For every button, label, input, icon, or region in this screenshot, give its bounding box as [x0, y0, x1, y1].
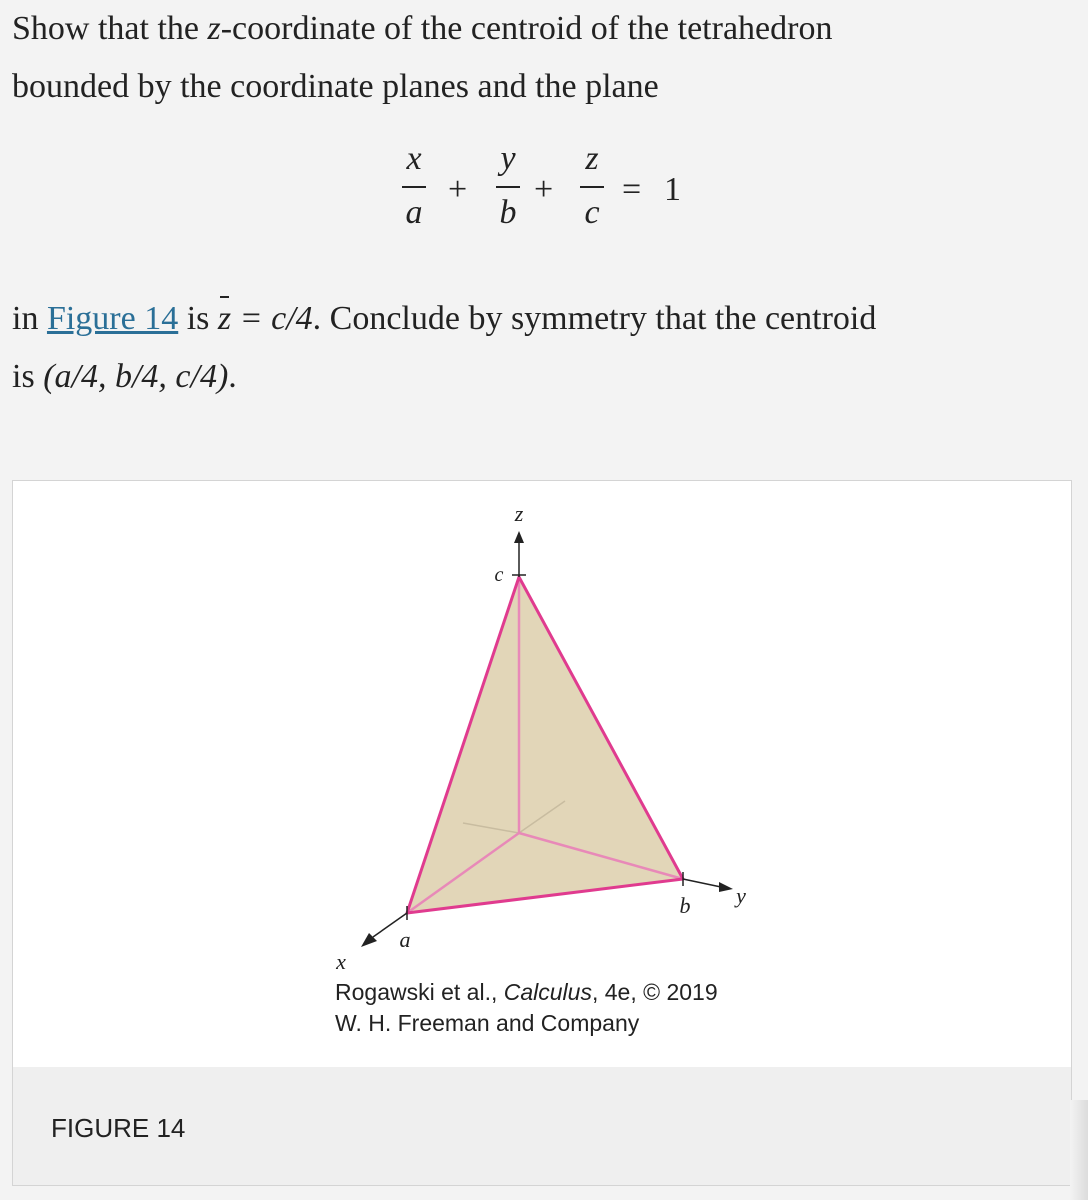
- denominator: a: [405, 194, 423, 231]
- plus-sign: +: [448, 171, 468, 208]
- problem-line-4: [12, 358, 237, 396]
- numerator: x: [406, 140, 422, 177]
- b-intercept-label: b: [679, 893, 691, 918]
- fraction-bar: [402, 186, 426, 188]
- figure-caption-bar: [13, 1067, 1071, 1185]
- a-intercept-label: a: [399, 927, 411, 952]
- variable-z: z: [207, 10, 221, 47]
- denominator: c: [584, 194, 600, 231]
- z-axis-label: z: [514, 501, 524, 526]
- plus-sign: +: [534, 171, 554, 208]
- right-hand-side: 1: [664, 171, 681, 208]
- y-axis-arrowhead: [719, 882, 733, 892]
- problem-line-2: bounded by the coordinate planes and the plane: [12, 68, 659, 105]
- credit-edition: , 4e, © 2019: [591, 979, 718, 1005]
- fraction-y-over-b: [492, 140, 524, 232]
- figure-14: [12, 480, 1072, 1186]
- credit-line-1: [335, 977, 718, 1008]
- fraction-bar: [580, 186, 604, 188]
- scroll-edge: [1070, 1100, 1088, 1200]
- y-axis-label: y: [736, 883, 746, 908]
- text-segment: in: [12, 300, 47, 337]
- figure-14-link[interactable]: Figure 14: [46, 300, 179, 337]
- fraction-x-over-a: [398, 140, 430, 232]
- x-axis-label: x: [336, 949, 346, 974]
- credit-title: Calculus: [503, 979, 592, 1005]
- text-segment: is: [178, 300, 218, 337]
- text-segment: is: [12, 358, 44, 395]
- z-bar-variable: z: [217, 300, 232, 337]
- figure-label: FIGURE 14: [51, 1113, 186, 1143]
- c-intercept-label: c: [494, 564, 504, 586]
- text-segment: .: [228, 358, 237, 395]
- numerator: z: [585, 140, 599, 177]
- plane-equation: [390, 140, 710, 240]
- denominator: b: [499, 194, 517, 231]
- problem-line-1: [12, 0, 832, 58]
- text-segment: Show that the: [12, 10, 208, 47]
- credit-authors: Rogawski et al.,: [335, 979, 504, 1005]
- numerator: y: [500, 140, 516, 177]
- text-segment: -coordinate of the centroid of the tetrahedron: [220, 10, 833, 47]
- z-axis-arrowhead: [514, 531, 524, 543]
- centroid-coordinates: (a/4, b/4, c/4): [43, 358, 229, 395]
- equals-sign: =: [622, 171, 642, 208]
- problem-line-3: [12, 300, 876, 338]
- centroid-z-value: = c/4: [231, 300, 313, 337]
- y-axis: [683, 879, 721, 887]
- fraction-z-over-c: [576, 140, 608, 232]
- figure-credit: [335, 977, 718, 1039]
- fraction-bar: [496, 186, 520, 188]
- credit-publisher: W. H. Freeman and Company: [335, 1010, 640, 1036]
- text-segment: . Conclude by symmetry that the centroid: [312, 300, 877, 337]
